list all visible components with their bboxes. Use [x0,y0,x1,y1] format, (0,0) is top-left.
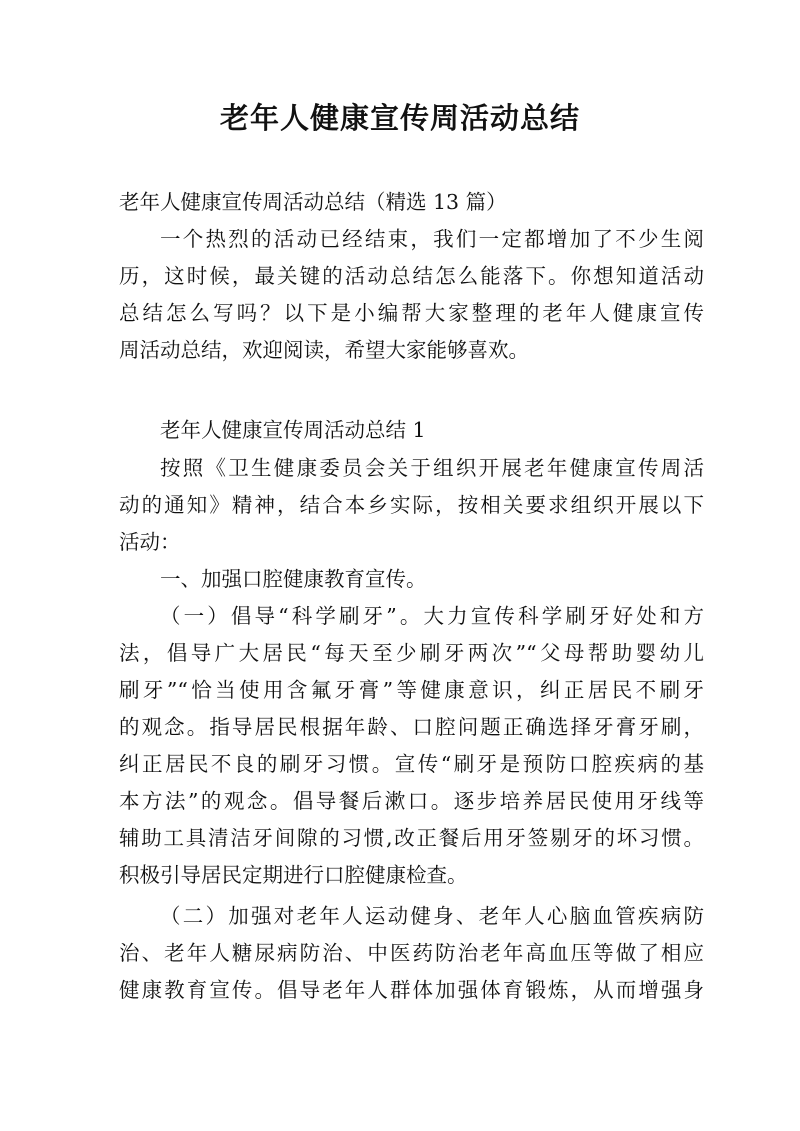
intro-line: 周活动总结，欢迎阅读，希望大家能够喜欢。 [119,338,529,362]
paragraph-line: 本方法”的观念。倡导餐后漱口。逐步培养居民使用牙线等 [119,789,704,813]
paragraph-line: 的观念。指导居民根据年龄、口腔问题正确选择牙膏牙刷， [119,715,704,739]
paragraph-line: 刷牙”“恰当使用含氟牙膏”等健康意识，纠正居民不刷牙 [119,678,704,702]
paragraph-line: 纠正居民不良的刷牙习惯。宣传“刷牙是预防口腔疾病的基 [119,752,704,776]
intro-line: 历，这时候，最关键的活动总结怎么能落下。你想知道活动 [119,264,704,288]
paragraph-line: （二）加强对老年人运动健身、老年人心脑血管疾病防 [160,904,704,928]
paragraph-line: 动的通知》精神，结合本乡实际，按相关要求组织开展以下 [119,493,704,517]
paragraph-line: 按照《卫生健康委员会关于组织开展老年健康宣传周活 [160,456,704,480]
intro-line: 一个热烈的活动已经结束，我们一定都增加了不少生阅 [160,227,704,251]
document-subtitle: 老年人健康宣传周活动总结（精选 13 篇） [119,190,507,214]
paragraph-line: （一）倡导“科学刷牙”。大力宣传科学刷牙好处和方 [160,604,704,628]
page-title: 老年人健康宣传周活动总结 [219,101,580,135]
intro-line: 总结怎么写吗？以下是小编帮大家整理的老年人健康宣传 [119,301,704,325]
paragraph-line: 治、老年人糖尿病防治、中医药防治老年高血压等做了相应 [119,941,704,965]
item-heading: 一、加强口腔健康教育宣传。 [160,567,427,591]
paragraph-line: 积极引导居民定期进行口腔健康检查。 [119,863,468,887]
section-heading: 老年人健康宣传周活动总结 1 [160,418,426,442]
paragraph-line: 活动： [119,530,181,554]
paragraph-line: 法，倡导广大居民“每天至少刷牙两次”“父母帮助婴幼儿 [119,641,704,665]
paragraph-line: 健康教育宣传。倡导老年人群体加强体育锻炼，从而增强身 [119,978,704,1002]
paragraph-line: 辅助工具清洁牙间隙的习惯,改正餐后用牙签剔牙的坏习惯。 [119,826,704,850]
